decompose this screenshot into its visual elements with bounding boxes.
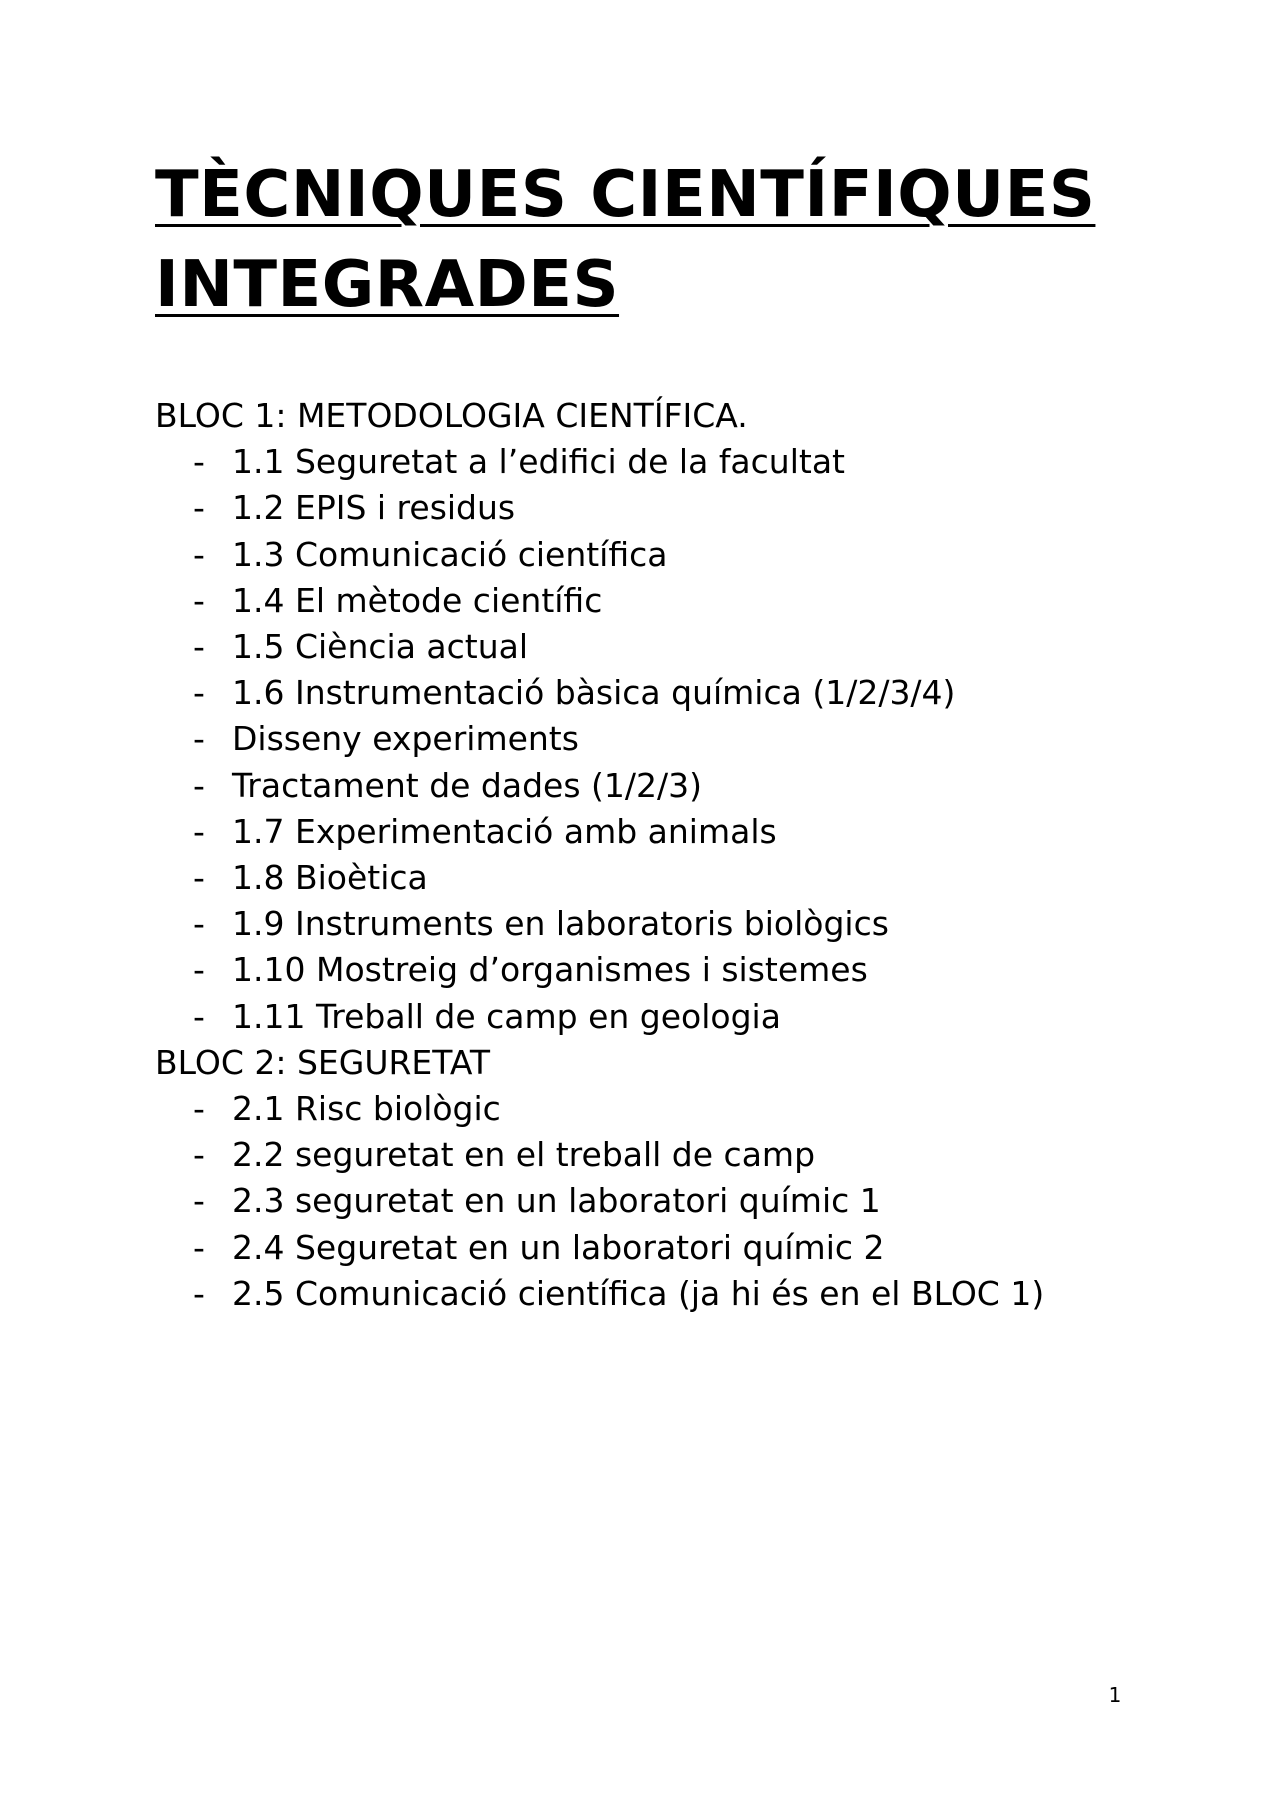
- item-text: 1.9 Instruments en laboratoris biològics: [232, 904, 889, 944]
- item-text: 1.7 Experimentació amb animals: [232, 811, 777, 851]
- bullet-dash: -: [193, 811, 205, 851]
- bullet-dash: -: [193, 1135, 205, 1175]
- item-text: 2.4 Seguretat en un laboratori químic 2: [232, 1227, 885, 1267]
- item-text: 2.1 Risc biològic: [232, 1089, 501, 1129]
- item-text: 1.8 Bioètica: [232, 858, 428, 898]
- bullet-dash: -: [193, 488, 205, 528]
- item-text: 1.1 Seguretat a l’edifici de la facultat: [232, 442, 845, 482]
- list-item: [155, 855, 1155, 901]
- item-text: 2.2 seguretat en el treball de camp: [232, 1135, 816, 1175]
- bloc-2-heading: BLOC 2: SEGURETAT: [155, 1042, 491, 1082]
- item-text: 1.4 El mètode científic: [232, 580, 603, 620]
- item-text: Tractament de dades (1/2/3): [232, 765, 703, 805]
- list-item: [155, 947, 1155, 993]
- bullet-dash: -: [193, 858, 205, 898]
- bullet-dash: -: [193, 673, 205, 713]
- list-item: [155, 439, 1155, 485]
- list-item: [155, 763, 1155, 809]
- bullet-dash: -: [193, 996, 205, 1036]
- item-text: 1.5 Ciència actual: [232, 627, 529, 667]
- bullet-dash: -: [193, 1227, 205, 1267]
- list-item: [155, 1132, 1155, 1178]
- bullet-dash: -: [193, 1181, 205, 1221]
- bullet-dash: -: [193, 580, 205, 620]
- bullet-dash: -: [193, 719, 205, 759]
- bullet-dash: -: [193, 442, 205, 482]
- list-item: [155, 994, 1155, 1040]
- list-item: [155, 1178, 1155, 1224]
- list-item: [155, 670, 1155, 716]
- list-item: [155, 1225, 1155, 1271]
- item-text: 1.11 Treball de camp en geologia: [232, 996, 781, 1036]
- list-item: [155, 716, 1155, 762]
- bullet-dash: -: [193, 950, 205, 990]
- item-text: 1.6 Instrumentació bàsica química (1/2/3/4): [232, 673, 956, 713]
- bullet-dash: -: [193, 627, 205, 667]
- list-item: [155, 1086, 1155, 1132]
- title-line-2: INTEGRADES: [155, 248, 620, 322]
- list-item: [155, 578, 1155, 624]
- item-text: 1.10 Mostreig d’organismes i sistemes: [232, 950, 868, 990]
- bullet-dash: -: [193, 904, 205, 944]
- bullet-dash: -: [193, 1273, 205, 1313]
- bloc-1-heading: BLOC 1: METODOLOGIA CIENTÍFICA.: [155, 396, 748, 435]
- bullet-dash: -: [193, 1089, 205, 1129]
- list-item: [155, 809, 1155, 855]
- document-title: [155, 150, 1155, 330]
- item-text: Disseny experiments: [232, 719, 579, 759]
- item-text: 1.3 Comunicació científica: [232, 534, 668, 574]
- item-text: 2.3 seguretat en un laboratori químic 1: [232, 1181, 881, 1221]
- list-item: [155, 901, 1155, 947]
- bloc-1-items: [155, 439, 1155, 1040]
- bullet-dash: -: [193, 765, 205, 805]
- bullet-dash: -: [193, 534, 205, 574]
- page-number: 1: [1108, 1683, 1122, 1707]
- bloc-2: [155, 1040, 1155, 1317]
- item-text: 1.2 EPIS i residus: [232, 488, 516, 528]
- item-text: 2.5 Comunicació científica (ja hi és en el BLOC 1): [232, 1273, 1045, 1313]
- bloc-1: [155, 393, 1155, 1040]
- title-line-1: TÈCNIQUES CIENTÍFIQUES: [155, 158, 1096, 232]
- table-of-contents: [155, 393, 1155, 1317]
- bloc-2-items: [155, 1086, 1155, 1317]
- list-item: [155, 1271, 1155, 1317]
- list-item: [155, 532, 1155, 578]
- list-item: [155, 624, 1155, 670]
- list-item: [155, 485, 1155, 531]
